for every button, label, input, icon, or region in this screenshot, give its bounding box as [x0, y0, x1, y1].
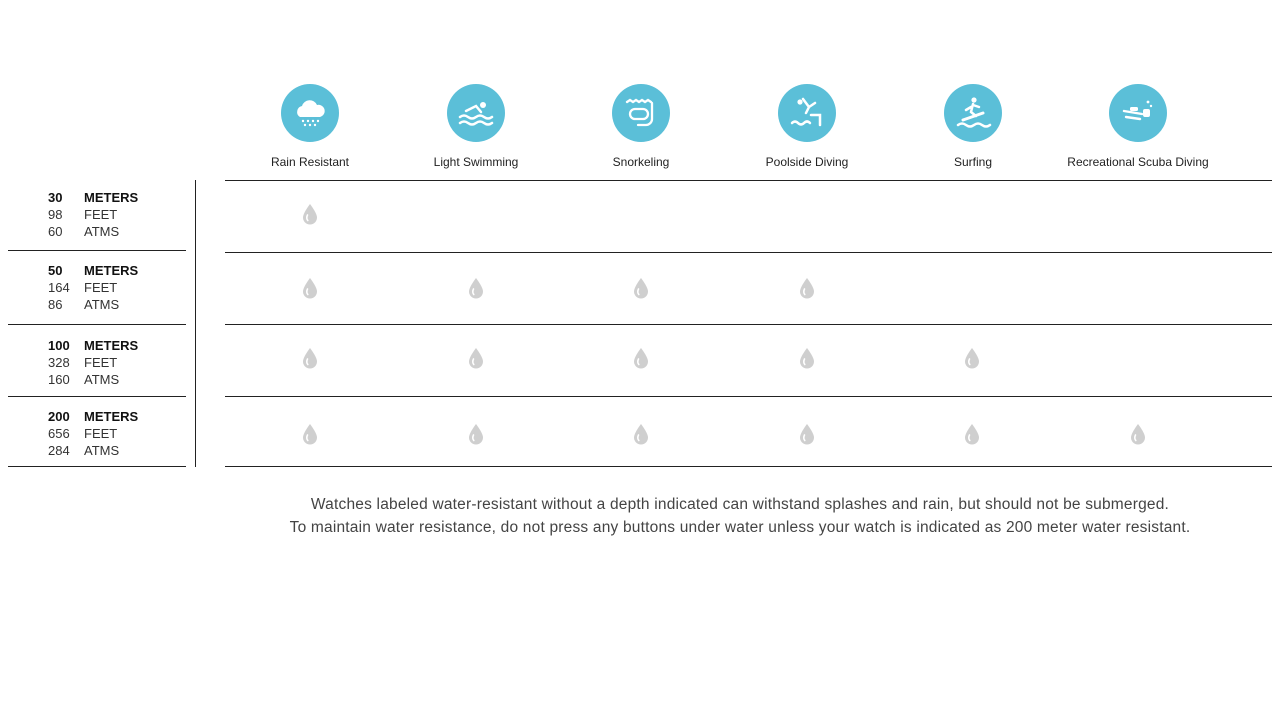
meters-unit: METERS	[84, 409, 139, 424]
rain-cloud-icon	[281, 84, 339, 142]
activity-label: Light Swimming	[433, 155, 519, 169]
atms-value: 284	[48, 443, 70, 458]
water-drop-icon	[467, 277, 485, 299]
atms-value: 160	[48, 372, 70, 387]
meters-value: 30	[48, 190, 63, 205]
water-drop-icon	[798, 423, 816, 445]
activity-label: Surfing	[953, 155, 993, 169]
activity-label: Recreational Scuba Diving	[1067, 155, 1209, 169]
atms-unit: ATMS	[84, 224, 120, 239]
water-drop-icon	[467, 347, 485, 369]
activity-label: Poolside Diving	[765, 155, 849, 169]
meters-value: 100	[48, 338, 70, 353]
meters-unit: METERS	[84, 338, 139, 353]
water-drop-icon	[632, 347, 650, 369]
depth-ratings-panel	[8, 180, 196, 467]
water-drop-icon	[798, 277, 816, 299]
feet-unit: FEET	[84, 426, 118, 441]
activity-rain-resistant	[225, 84, 395, 169]
water-drop-icon	[301, 277, 319, 299]
depth-divider	[8, 250, 186, 251]
surfer-icon	[944, 84, 1002, 142]
meters-value: 50	[48, 263, 63, 278]
meters-unit: METERS	[84, 190, 139, 205]
water-drop-icon	[798, 347, 816, 369]
atms-unit: ATMS	[84, 297, 120, 312]
depth-row-200	[8, 408, 186, 459]
water-drop-icon	[301, 203, 319, 225]
water-drop-icon	[963, 347, 981, 369]
feet-value: 328	[48, 355, 70, 370]
atms-unit: ATMS	[84, 443, 120, 458]
water-drop-icon	[301, 423, 319, 445]
snorkel-mask-icon	[612, 84, 670, 142]
scuba-diver-icon	[1109, 84, 1167, 142]
grid-rule	[225, 180, 1272, 181]
grid-rule	[225, 252, 1272, 253]
activity-label: Snorkeling	[612, 155, 670, 169]
note-line-1: Watches labeled water-resistant without a depth indicated can withstand splashes and rain, but should not be submerged.	[310, 496, 1170, 513]
atms-value: 60	[48, 224, 63, 239]
activity-surfing	[888, 84, 1058, 169]
atms-unit: ATMS	[84, 372, 120, 387]
activity-poolside-diving	[722, 84, 892, 169]
depth-row-50	[8, 262, 186, 313]
activity-light-swimming	[391, 84, 561, 169]
feet-value: 656	[48, 426, 70, 441]
feet-unit: FEET	[84, 280, 118, 295]
feet-unit: FEET	[84, 355, 118, 370]
note-line-2: To maintain water resistance, do not press any buttons under water unless your watch is indicated as 200 meter water resistant.	[289, 519, 1191, 536]
feet-value: 164	[48, 280, 70, 295]
grid-rule	[225, 466, 1272, 467]
water-drop-icon	[467, 423, 485, 445]
activity-recreational-scuba-diving	[1053, 84, 1223, 169]
feet-unit: FEET	[84, 207, 118, 222]
depth-row-30	[8, 189, 186, 240]
atms-value: 86	[48, 297, 63, 312]
depth-divider	[8, 466, 186, 467]
water-drop-icon	[963, 423, 981, 445]
activity-snorkeling	[556, 84, 726, 169]
grid-rule	[225, 324, 1272, 325]
depth-divider	[8, 324, 186, 325]
feet-value: 98	[48, 207, 63, 222]
water-drop-icon	[632, 277, 650, 299]
meters-value: 200	[48, 409, 70, 424]
grid-rule	[225, 396, 1272, 397]
water-drop-icon	[1129, 423, 1147, 445]
water-drop-icon	[632, 423, 650, 445]
swimmer-icon	[447, 84, 505, 142]
diver-icon	[778, 84, 836, 142]
depth-divider	[8, 396, 186, 397]
meters-unit: METERS	[84, 263, 139, 278]
activity-label: Rain Resistant	[270, 155, 350, 169]
water-drop-icon	[301, 347, 319, 369]
depth-row-100	[8, 337, 186, 388]
